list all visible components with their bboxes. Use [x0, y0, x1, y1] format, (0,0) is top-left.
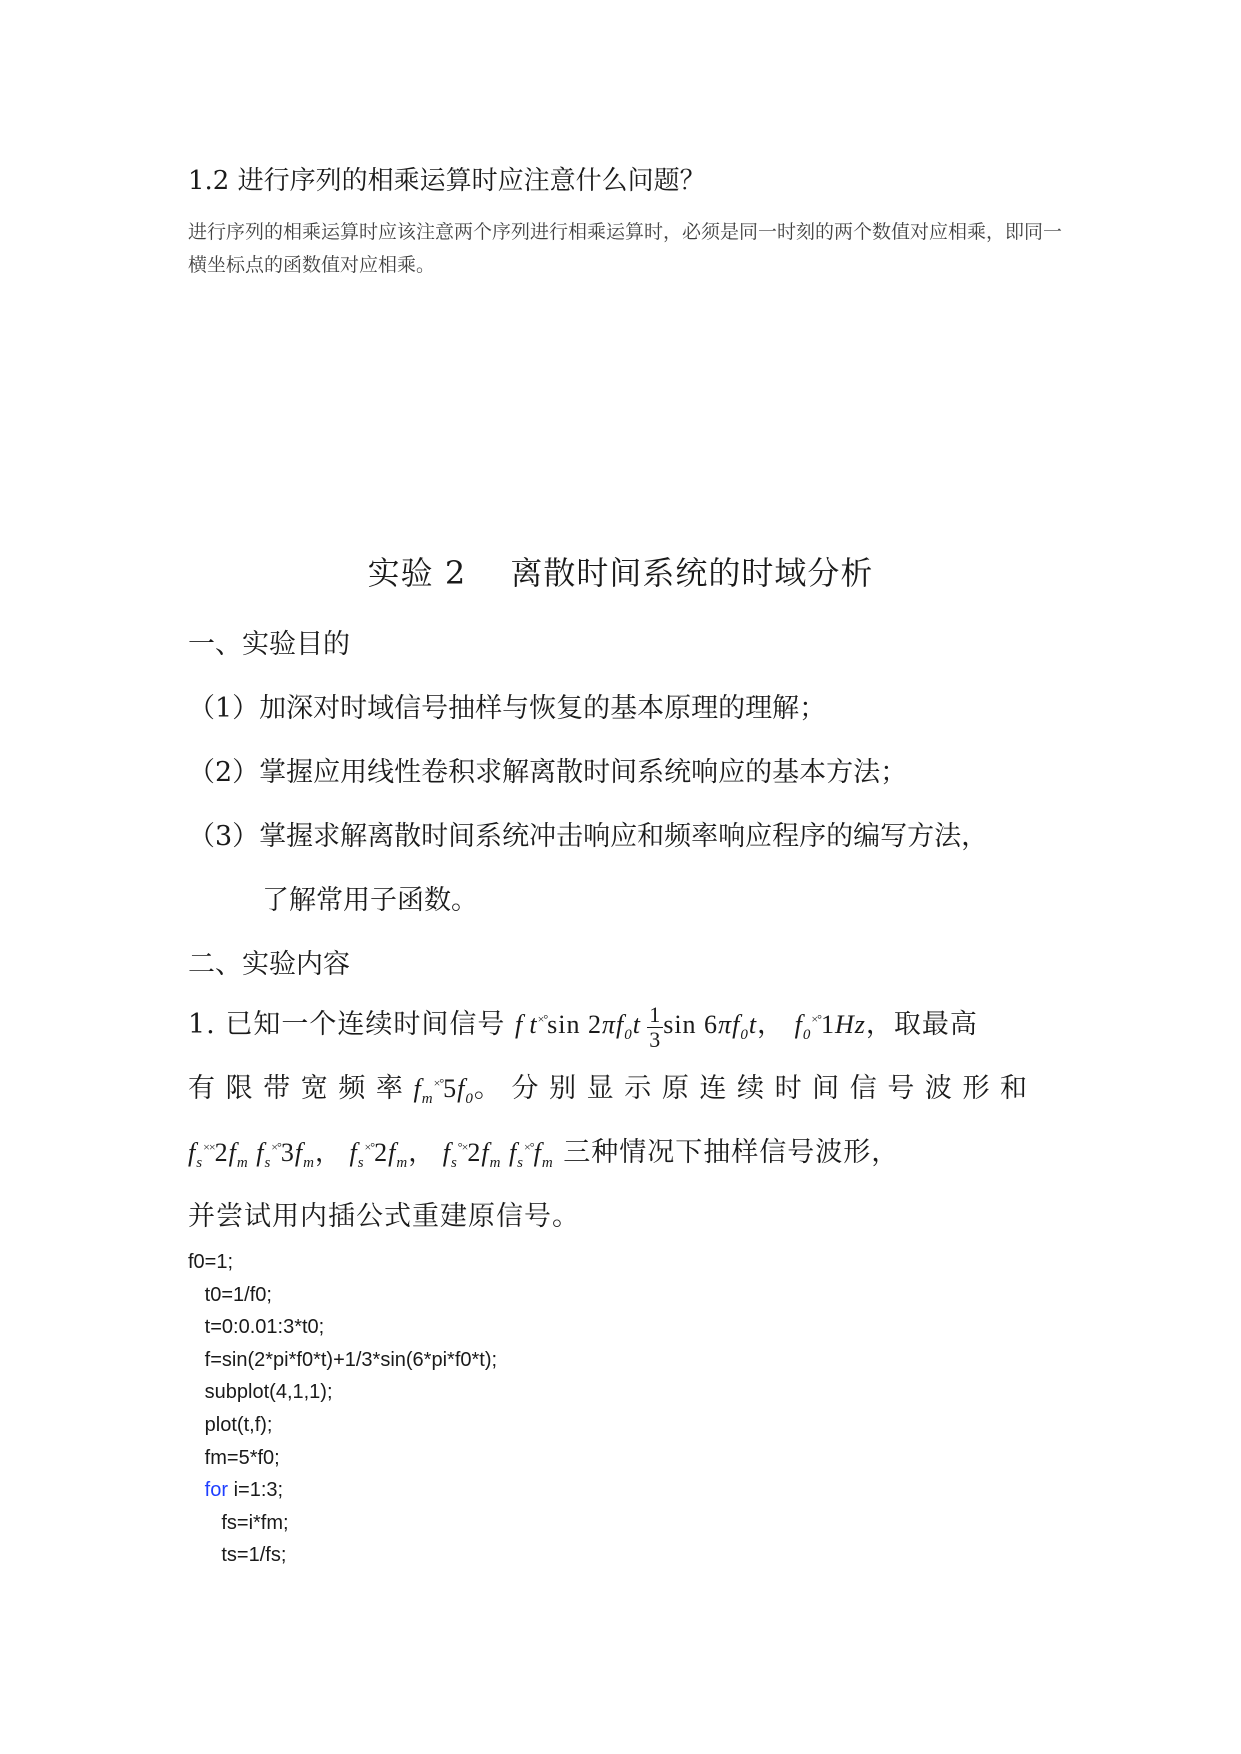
sampling-case-formulas: $f_s^{\times\times}2f_m$ $f_s^{\times^\circ}3f_m$， $f_s^{\times^\circ}2f_m$， $f_s^{^\circ\times}2f_m$ $f_s^{\times^\circ}f_m$: [188, 1138, 554, 1172]
task1-line1-tail: ，取最高: [865, 1009, 978, 1040]
code-line: t0=1/f0;: [188, 1283, 272, 1306]
code-line: t=0:0.01:3*t0;: [188, 1316, 325, 1339]
code-line: ts=1/fs;: [188, 1544, 287, 1567]
signal-formula: f t×°sin $2\pi f_0t$ $\frac{1}{3}$ $\sin 6\pi f_0t$: [514, 1001, 758, 1052]
code-line-for: [188, 1474, 497, 1507]
code-block: [188, 1246, 497, 1572]
task1-line2-tail: 。 分 别 显 示 原 连 续 时 间 信 号 波 形 和: [473, 1073, 1029, 1104]
task1-line2: [188, 1066, 1028, 1108]
objective-item-2: （2）掌握应用线性卷积求解离散时间系统响应的基本方法；: [188, 757, 908, 788]
code-keyword-for: for: [204, 1479, 229, 1502]
code-line: f=sin(2*pi*f0*t)+1/3*sin(6*pi*f0*t);: [188, 1348, 498, 1371]
question-answer: 进行序列的相乘运算时应该注意两个序列进行相乘运算时，必须是同一时刻的两个数值对应相乘，即同一横坐标点的函数值对应相乘。: [188, 221, 1063, 276]
task1-line1: 1. 已知一个连续时间信号 f t×°sin $2\pi f_0t$ $\frac{1}{3}$ $\sin 6\pi f_0t$， $f_0^{\times^\circ}1Hz$，取最高: [188, 1001, 978, 1052]
experiment-title: 实验 2 离散时间系统的时域分析: [367, 554, 874, 592]
task1-line4: 并尝试用内插公式重建原信号。: [188, 1201, 580, 1232]
task1-lead-text: 1. 已知一个连续时间信号: [188, 1009, 506, 1040]
task1-line2-lead: 有 限 带 宽 频 率: [188, 1073, 404, 1104]
code-for-range: i=1:3;: [228, 1479, 284, 1502]
objective-item-3: （3）掌握求解离散时间系统冲击响应和频率响应程序的编写方法，: [188, 821, 989, 852]
code-line: subplot(4,1,1);: [188, 1381, 333, 1404]
objective-item-3-continued: 了解常用子函数。: [262, 885, 478, 916]
base-frequency-formula: $f_0^{\times^\circ}1Hz$: [794, 1010, 866, 1044]
code-line: fm=5*f0;: [188, 1446, 280, 1469]
task1-line3: [188, 1130, 899, 1172]
question-title: 1.2 进行序列的相乘运算时应注意什么问题？: [188, 166, 706, 196]
code-line: plot(t,f);: [188, 1413, 273, 1436]
max-frequency-formula: $f_m^{\times^\circ}5f_0$: [413, 1074, 474, 1108]
code-line: f0=1;: [188, 1251, 234, 1273]
section-heading-objectives: 一、实验目的: [188, 629, 350, 660]
task1-line3-tail: 三种情况下抽样信号波形，: [563, 1137, 900, 1168]
section-heading-content: 二、实验内容: [188, 949, 350, 980]
objective-item-1: （1）加深对时域信号抽样与恢复的基本原理的理解；: [188, 693, 827, 724]
code-line: fs=i*fm;: [188, 1511, 289, 1534]
